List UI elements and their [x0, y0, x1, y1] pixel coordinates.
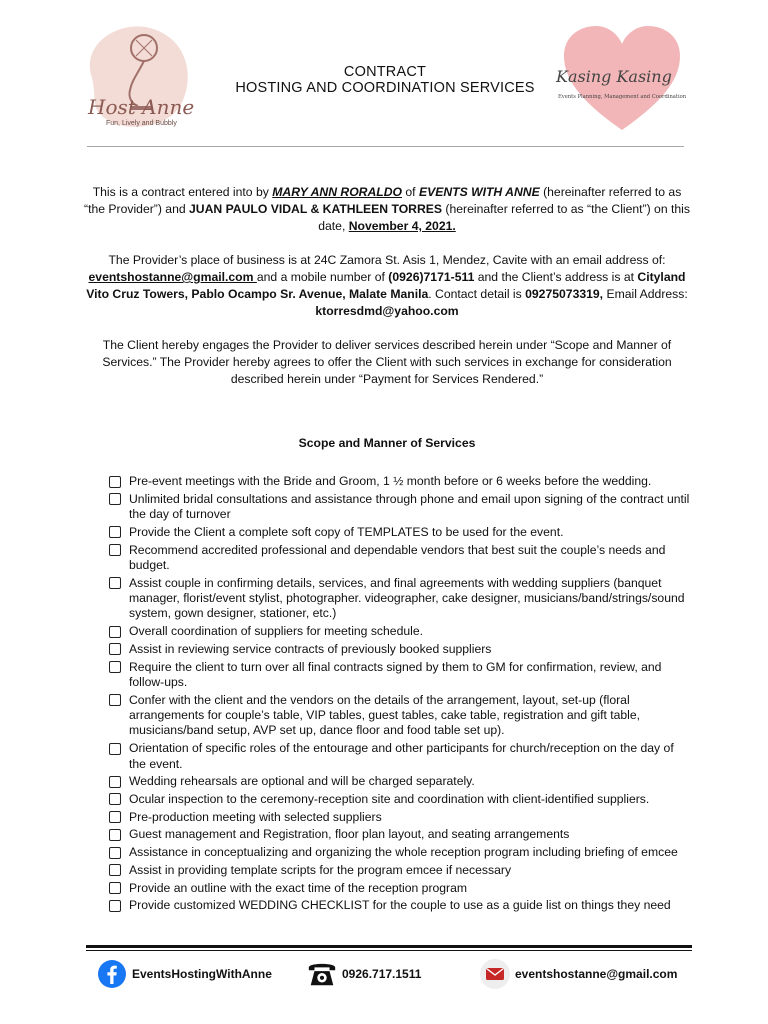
service-text: Assist couple in confirming details, services, and final agreements with wedding suppliers (banquet manager, florist/event stylist, photographer. videographer, cake designer, musicians/band/strings/sound system, gown designer, stationer, etc.) [129, 575, 685, 621]
service-item [109, 881, 691, 896]
checkbox[interactable] [109, 743, 121, 755]
footer-facebook [96, 958, 272, 990]
telephone-icon [306, 958, 338, 990]
service-item [109, 810, 691, 825]
engagement-paragraph: The Client hereby engages the Provider to deliver services described herein under “Scope and Manner of Services.” The Provider hereby agrees to offer the Client with such services in exchange for consideration described herein under “Payment for Services Rendered.” [102, 338, 672, 386]
service-item [109, 792, 691, 807]
service-text: Assist in providing template scripts for the program emcee if necessary [129, 862, 512, 877]
client-address: Cityland Vito Cruz Towers, Pablo Ocampo Sr. Avenue, Malate Manila [86, 270, 686, 301]
checkbox[interactable] [109, 493, 121, 505]
service-text: Overall coordination of suppliers for meeting schedule. [129, 624, 424, 639]
facebook-handle: EventsHostingWithAnne [132, 967, 272, 981]
checkbox[interactable] [109, 577, 121, 589]
service-item [109, 624, 691, 639]
service-item [109, 525, 691, 540]
service-text: Recommend accredited professional and dependable vendors that best suit the couple’s needs and budget. [129, 542, 666, 572]
checkbox[interactable] [109, 476, 121, 488]
provider-email: eventshostanne@gmail.com [88, 270, 257, 284]
checkbox[interactable] [109, 829, 121, 841]
kasing-kasing-logo [552, 22, 692, 134]
service-text: Provide the Client a complete soft copy of TEMPLATES to be used for the event. [129, 524, 564, 539]
svg-text:Fun, Lively and Bubbly: Fun, Lively and Bubbly [106, 120, 177, 127]
service-item [109, 845, 691, 860]
service-item [109, 827, 691, 842]
checkbox[interactable] [109, 544, 121, 556]
service-item [109, 543, 691, 574]
services-checklist [109, 474, 691, 916]
footer-phone [306, 958, 421, 990]
service-text: Provide an outline with the exact time of the reception program [129, 880, 468, 895]
service-item [109, 693, 691, 739]
service-text: Unlimited bridal consultations and assistance through phone and email upon signing of the contract until the day of turnover [129, 491, 690, 522]
host-anne-logo [70, 18, 200, 136]
service-item [109, 660, 691, 691]
business-paragraph: The Provider’s place of business is at 24C Zamora St. Asis 1, Mendez, Cavite with an email address of: eventshostanne@gmail.com and a mobile number of (0926)7171-511 and the Client’s address is at Cityland Vito Cruz Towers, Pablo Ocampo Sr. Avenue, Malate Manila. Contact detail is 09275073319, Email Address: ktorresdmd@yahoo.com [86, 253, 688, 318]
checkbox[interactable] [109, 793, 121, 805]
service-text: Pre-production meeting with selected suppliers [129, 809, 382, 824]
footer-divider-thin [86, 950, 692, 951]
checkbox[interactable] [109, 900, 121, 912]
checkbox[interactable] [109, 776, 121, 788]
svg-text:Kasing Kasing: Kasing Kasing [556, 67, 672, 86]
scope-title: Scope and Manner of Services [298, 436, 476, 450]
service-text: Pre-event meetings with the Bride and Groom, 1 ½ month before or 6 weeks before the wedding. [129, 474, 652, 488]
checkbox[interactable] [109, 847, 121, 859]
mail-icon [479, 958, 511, 990]
client-names: JUAN PAULO VIDAL & KATHLEEN TORRES [189, 202, 443, 216]
service-item [109, 863, 691, 878]
footer-email [479, 958, 677, 990]
checkbox[interactable] [109, 661, 121, 673]
service-text: Orientation of specific roles of the entourage and other participants for church/reception on the day of the event. [129, 741, 674, 771]
checkbox[interactable] [109, 626, 121, 638]
checkbox[interactable] [109, 811, 121, 823]
phone-number: 0926.717.1511 [342, 967, 422, 981]
checkbox[interactable] [109, 643, 121, 655]
client-email: ktorresdmd@yahoo.com [315, 304, 459, 318]
service-text: Require the client to turn over all final contracts signed by them to GM for confirmation, review, and follow-ups. [129, 659, 662, 689]
title-line-2: HOSTING AND COORDINATION SERVICES [235, 80, 535, 96]
service-text: Ocular inspection to the ceremony-reception site and coordination with client-identified suppliers. [129, 791, 650, 806]
service-text: Confer with the client and the vendors on the details of the arrangement, layout, set-up (floral arrangements for couple’s table, VIP tables, guest tables, cake table, registration and gift table, musicians/band setup, AVP set up, dance floor and food table set up). [129, 692, 641, 738]
provider-name: MARY ANN RORALDO [272, 185, 403, 199]
service-item [109, 642, 691, 657]
client-phone: 09275073319, [525, 287, 604, 301]
service-item [109, 898, 691, 913]
intro-paragraph: This is a contract entered into by MARY ANN RORALDO of EVENTS WITH ANNE (hereinafter referred to as “the Provider”) and JUAN PAULO VIDAL & KATHLEEN TORRES (hereinafter referred to as “the Client”) on this date, November 4, 2021. [84, 185, 690, 233]
svg-text:Host Anne: Host Anne [88, 95, 195, 119]
service-text: Assist in reviewing service contracts of previously booked suppliers [129, 641, 492, 656]
contract-body [82, 184, 692, 388]
checkbox[interactable] [109, 864, 121, 876]
service-text: Wedding rehearsals are optional and will be charged separately. [129, 774, 475, 789]
service-item [109, 576, 691, 622]
provider-mobile: (0926)7171-511 [388, 270, 475, 284]
footer-divider [86, 945, 692, 948]
header-divider [87, 146, 684, 147]
checkbox[interactable] [109, 694, 121, 706]
service-item [109, 492, 691, 523]
page-title [200, 64, 570, 96]
title-line-1: CONTRACT [343, 64, 427, 80]
service-item [109, 774, 691, 789]
service-item [109, 474, 691, 489]
company-name: EVENTS WITH ANNE [418, 185, 540, 199]
email-address: eventshostanne@gmail.com [515, 967, 678, 981]
contract-date: November 4, 2021. [348, 219, 456, 233]
service-text: Assistance in conceptualizing and organizing the whole reception program including briefing of emcee [129, 845, 678, 860]
service-item [109, 741, 691, 772]
service-text: Provide customized WEDDING CHECKLIST for the couple to use as a guide list on things they need [129, 898, 671, 913]
facebook-icon [96, 958, 128, 990]
svg-text:Events Planning, Management an: Events Planning, Management and Coordination [558, 94, 687, 100]
service-text: Guest management and Registration, floor plan layout, and seating arrangements [129, 827, 570, 842]
checkbox[interactable] [109, 882, 121, 894]
checkbox[interactable] [109, 526, 121, 538]
